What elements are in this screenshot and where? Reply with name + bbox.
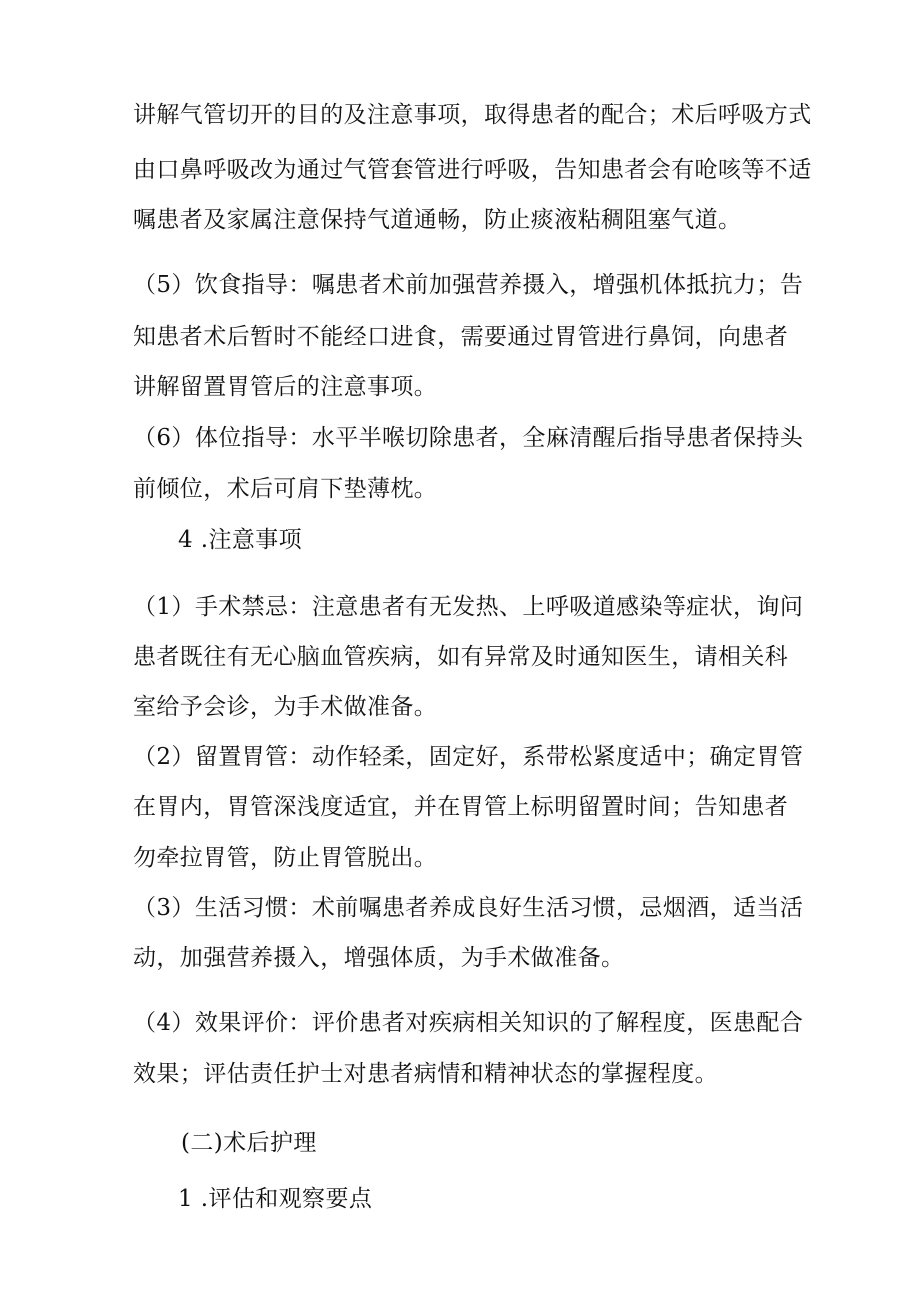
paragraph-6-line: 前倾位，术后可肩下垫薄枕。 — [133, 476, 438, 502]
paragraph-notes-3-line: 动，加强营养摄入，增强体质，为手术做准备。 — [133, 945, 625, 971]
subsection-heading-assessment: 1 .评估和观察要点 — [178, 1186, 373, 1212]
text-line: 由口鼻呼吸改为通过气管套管进行呼吸，告知患者会有呛咳等不适 — [133, 157, 812, 183]
paragraph-notes-1-line: 室给予会诊，为手术做准备。 — [133, 694, 438, 720]
paragraph-notes-3-line: （3）生活习惯：术前嘱患者养成良好生活习惯，忌烟酒，适当活 — [133, 895, 804, 921]
paragraph-notes-1-line: 患者既往有无心脑血管疾病，如有异常及时通知医生，请相关科 — [133, 644, 789, 670]
text-line: 嘱患者及家属注意保持气道通畅，防止痰液粘稠阻塞气道。 — [133, 207, 742, 233]
paragraph-notes-4-line: （4）效果评价：评价患者对疾病相关知识的了解程度，医患配合 — [133, 1010, 804, 1036]
section-heading-postop-care: (二)术后护理 — [181, 1130, 317, 1156]
paragraph-notes-2-line: （2）留置胃管：动作轻柔，固定好，系带松紧度适中；确定胃管 — [133, 744, 804, 770]
paragraph-6-line: （6）体位指导：水平半喉切除患者，全麻清醒后指导患者保持头 — [133, 425, 804, 451]
paragraph-notes-2-line: 勿牵拉胃管，防止胃管脱出。 — [133, 845, 438, 871]
text-line: 讲解气管切开的目的及注意事项，取得患者的配合；术后呼吸方式 — [133, 102, 812, 128]
paragraph-notes-2-line: 在胃内，胃管深浅度适宜，并在胃管上标明留置时间；告知患者 — [133, 794, 789, 820]
paragraph-5-line: 讲解留置胃管后的注意事项。 — [133, 374, 438, 400]
paragraph-notes-1-line: （1）手术禁忌：注意患者有无发热、上呼吸道感染等症状，询问 — [133, 594, 804, 620]
paragraph-notes-4-line: 效果；评估责任护士对患者病情和精神状态的掌握程度。 — [133, 1061, 718, 1087]
paragraph-5-line: （5）饮食指导：嘱患者术前加强营养摄入，增强机体抵抗力；告 — [133, 272, 804, 298]
section-heading-notes: 4 .注意事项 — [178, 527, 303, 553]
paragraph-5-line: 知患者术后暂时不能经口进食，需要通过胃管进行鼻饲，向患者 — [133, 324, 789, 350]
